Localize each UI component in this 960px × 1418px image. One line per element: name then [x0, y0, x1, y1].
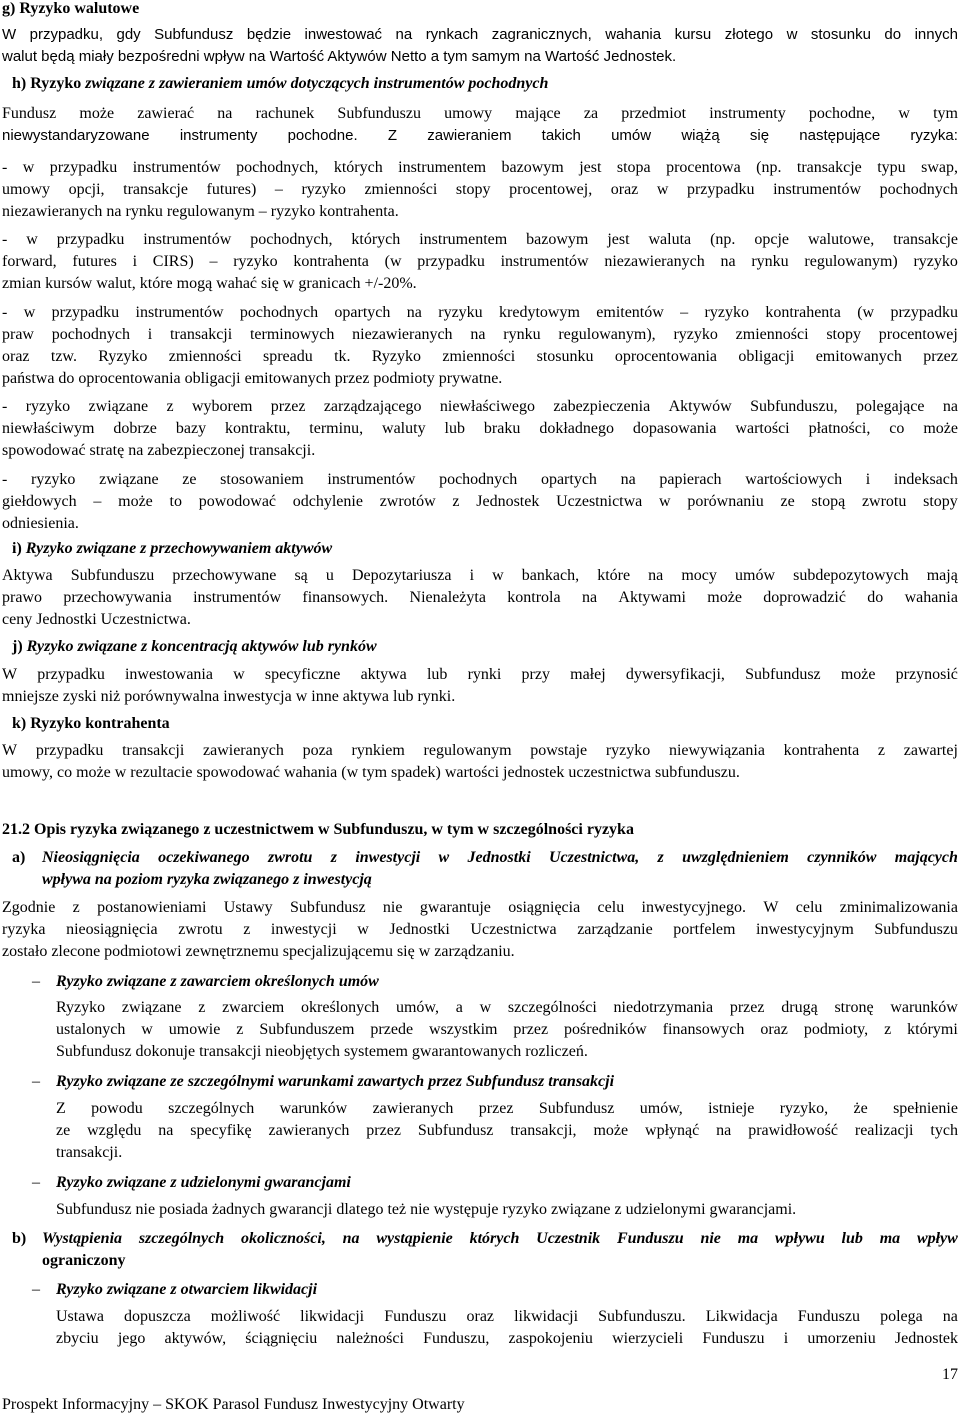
- paragraph-line: - w przypadku instrumentów pochodnych, których instrumentem bazowym jest waluta (np. opcje walutowe, transakcje: [2, 231, 958, 248]
- paragraph-line: umowy opcji, transakcje futures) – ryzyko zmienności stopy procentowej, oraz w przypadku instrumentów pochodnych: [2, 181, 958, 198]
- paragraph-line: W przypadku transakcji zawieranych poza rynkiem regulowanym powstaje ryzyko niewywiązania kontrahenta z zawartej: [2, 742, 958, 759]
- paragraph-line: Aktywa Subfunduszu przechowywane są u Depozytariusza i w bankach, które na mocy umów subdepozytowych mają: [2, 567, 958, 584]
- paragraph-line: Z powodu szczególnych warunków zawieranych przez Subfundusz umów, istnieje ryzyko, że spełnienie: [56, 1100, 958, 1117]
- paragraph-line: odniesienia.: [2, 515, 79, 532]
- paragraph-line: Subfundusz nie posiada żadnych gwarancji dlatego też nie występuje ryzyko związane z udzielonymi gwarancjami.: [56, 1201, 797, 1218]
- text-span: i): [12, 540, 26, 557]
- text-span: h) Ryzyko: [12, 75, 86, 92]
- paragraph-line: mniejsze zyski niż porównywalna inwestycja w inne aktywa lub rynki.: [2, 688, 456, 705]
- paragraph-line: ustalonych w umowie z Subfunduszem przede wszystkim przez pośredników finansowych oraz podmioty, z którymi: [56, 1021, 958, 1038]
- paragraph-line: forward, futures i CIRS) – ryzyko kontrahenta (w przypadku instrumentów niezawieranych na rynku regulowanym) ryzyko: [2, 253, 958, 270]
- paragraph-line: W przypadku, gdy Subfundusz będzie inwestować na rynkach zagranicznych, wahania kursu złotego w stosunku do innych: [2, 26, 958, 43]
- paragraph-line: - ryzyko związane z wyborem przez zarządzającego niewłaściwego zabezpieczenia Aktywów Subfunduszu, polegające na: [2, 398, 958, 415]
- dash-bullet: –: [32, 973, 40, 990]
- section-heading-i: [12, 539, 332, 559]
- paragraph-line: praw pochodnych i transakcji terminowych niezawieranych na rynku regulowanym), ryzyko zmienności stopy procentowej: [2, 326, 958, 343]
- paragraph-line: walut będą miały bezpośredni wpływ na Wartość Aktywów Netto a tym samym na Wartość Jednostek.: [2, 48, 677, 65]
- dash-bullet: –: [32, 1281, 40, 1298]
- section-heading-g: g) Ryzyko walutowe: [2, 0, 140, 17]
- section-heading-h: [12, 74, 548, 94]
- risk-item-title: Ryzyko związane ze szczególnymi warunkami zawartych przez Subfundusz transakcji: [56, 1073, 615, 1090]
- paragraph-line: państwa do oprocentowania obligacji emitowanych przez podmioty prywatne.: [2, 370, 503, 387]
- paragraph-line: - ryzyko związane ze stosowaniem instrumentów pochodnych opartych na papierach wartościowych i indeksach: [2, 471, 958, 488]
- section-heading-j: [12, 637, 377, 657]
- text-span: j): [12, 638, 27, 655]
- paragraph-line: umowy, co może w rezultacie spowodować wahania (w tym spadek) wartości jednostek uczestnictwa subfunduszu.: [2, 764, 740, 781]
- risk-item-title: Ryzyko związane z zawarciem określonych umów: [56, 973, 379, 990]
- paragraph-line: giełdowych – może to powodować odchylenie zwrotów z Jednostek Uczestnictwa w porównaniu ze stopą zwrotu stopy: [2, 493, 958, 510]
- paragraph-line: zbyciu jego aktywów, ściągnięciu należności Funduszu, zaspokojeniu wierzycieli Funduszu i umorzeniu Jednostek: [56, 1330, 958, 1347]
- paragraph-line: Ryzyko związane z zwarciem określonych umów, a w szczególności niedotrzymania przez drugą stronę warunków: [56, 999, 958, 1016]
- paragraph-line: ceny Jednostki Uczestnictwa.: [2, 611, 191, 628]
- paragraph-line: ze względu na specyfikę zawieranych przez Subfundusz transakcji, może wpłynąć na prawidłowość realizacji tych: [56, 1122, 958, 1139]
- text-span: związane z zawieraniem umów dotyczących instrumentów pochodnych: [85, 75, 549, 92]
- paragraph-line: niewłaściwym dobrze bazy kontraktu, terminu, waluty lub braku dokładnego dopasowania wartości płatności, co może: [2, 420, 958, 437]
- text-span: Ryzyko związane z przechowywaniem aktywów: [25, 540, 333, 557]
- risk-item-title: Ryzyko związane z udzielonymi gwarancjami: [56, 1174, 351, 1191]
- paragraph-line: transakcji.: [56, 1144, 123, 1161]
- paragraph-line: Zgodnie z postanowieniami Ustawy Subfundusz nie gwarantuje osiągnięcia celu inwestycyjnego. W celu zminimalizowania: [2, 899, 958, 916]
- subsection-label-a: a): [12, 849, 26, 866]
- paragraph-line: prawo przechowywania instrumentów finansowych. Nienależyta kontrola na Aktywami może doprowadzić do wahania: [2, 589, 958, 606]
- paragraph-line: zmian kursów walut, które mogą wahać się w granicach +/-20%.: [2, 275, 417, 292]
- section-heading-21-2: 21.2 Opis ryzyka związanego z uczestnictwem w Subfunduszu, w tym w szczególności ryzyka: [2, 821, 634, 838]
- paragraph-line: spowodować stratę na zabezpieczonej transakcji.: [2, 442, 316, 459]
- subsection-heading-a: Nieosiągnięcia oczekiwanego zwrotu z inwestycji w Jednostki Uczestnictwa, z uwzględnieniem czynników mających: [42, 849, 958, 866]
- subsection-heading-b: ograniczony: [42, 1252, 126, 1269]
- dash-bullet: –: [32, 1073, 40, 1090]
- paragraph-line: Ustawa dopuszcza możliwość likwidacji Funduszu oraz likwidacji Subfunduszu. Likwidacja Funduszu polega na: [56, 1308, 958, 1325]
- paragraph-line: Subfundusz dokonuje transakcji nieobjętych systemem gwarantowanych rozliczeń.: [56, 1043, 588, 1060]
- page-footer: Prospekt Informacyjny – SKOK Parasol Fundusz Inwestycyjny Otwarty: [2, 1396, 465, 1413]
- subsection-heading-a: wpływa na poziom ryzyka związanego z inwestycją: [42, 871, 372, 888]
- page-number: 17: [942, 1366, 958, 1383]
- paragraph-line: ryzyka nieosiągnięcia zwrotu z inwestycji w Jednostki Uczestnictwa zarządzanie portfelem inwestycyjnym Subfunduszu: [2, 921, 958, 938]
- paragraph-line: oraz tzw. Ryzyko zmienności spreadu tk. Ryzyko zmienności stosunku oprocentowania obligacji emitowanych przez: [2, 348, 958, 365]
- paragraph-line: niezawieranych na rynku regulowanym – ryzyko kontrahenta.: [2, 203, 399, 220]
- subsection-label-b: b): [12, 1230, 27, 1247]
- risk-item-title: Ryzyko związane z otwarciem likwidacji: [56, 1281, 318, 1298]
- text-span: Ryzyko związane z koncentracją aktywów lub rynków: [26, 638, 377, 655]
- section-heading-k: k) Ryzyko kontrahenta: [12, 715, 170, 732]
- paragraph-line: zostało zlecone podmiotowi zewnętrznemu specjalizującemu się w zarządzaniu.: [2, 943, 515, 960]
- dash-bullet: –: [32, 1174, 40, 1191]
- paragraph-line: W przypadku inwestowania w specyficzne aktywa lub rynki przy małej dywersyfikacji, Subfundusz może przynosić: [2, 666, 958, 683]
- paragraph-line: - w przypadku instrumentów pochodnych, których instrumentem bazowym jest stopa procentowa (np. transakcje typu swap,: [2, 159, 958, 176]
- paragraph-line: - w przypadku instrumentów pochodnych opartych na ryzyku kredytowym emitentów – ryzyko kontrahenta (w przypadku: [2, 304, 958, 321]
- paragraph-line: niewystandaryzowane instrumenty pochodne. Z zawieraniem takich umów wiążą się następujące ryzyka:: [2, 127, 958, 144]
- subsection-heading-b: Wystąpienia szczególnych okoliczności, na wystąpienie których Uczestnik Funduszu nie ma wpływu lub ma wpływ: [42, 1230, 958, 1247]
- paragraph-line: Fundusz może zawierać na rachunek Subfunduszu umowy mające za przedmiot instrumenty pochodne, w tym: [2, 105, 958, 122]
